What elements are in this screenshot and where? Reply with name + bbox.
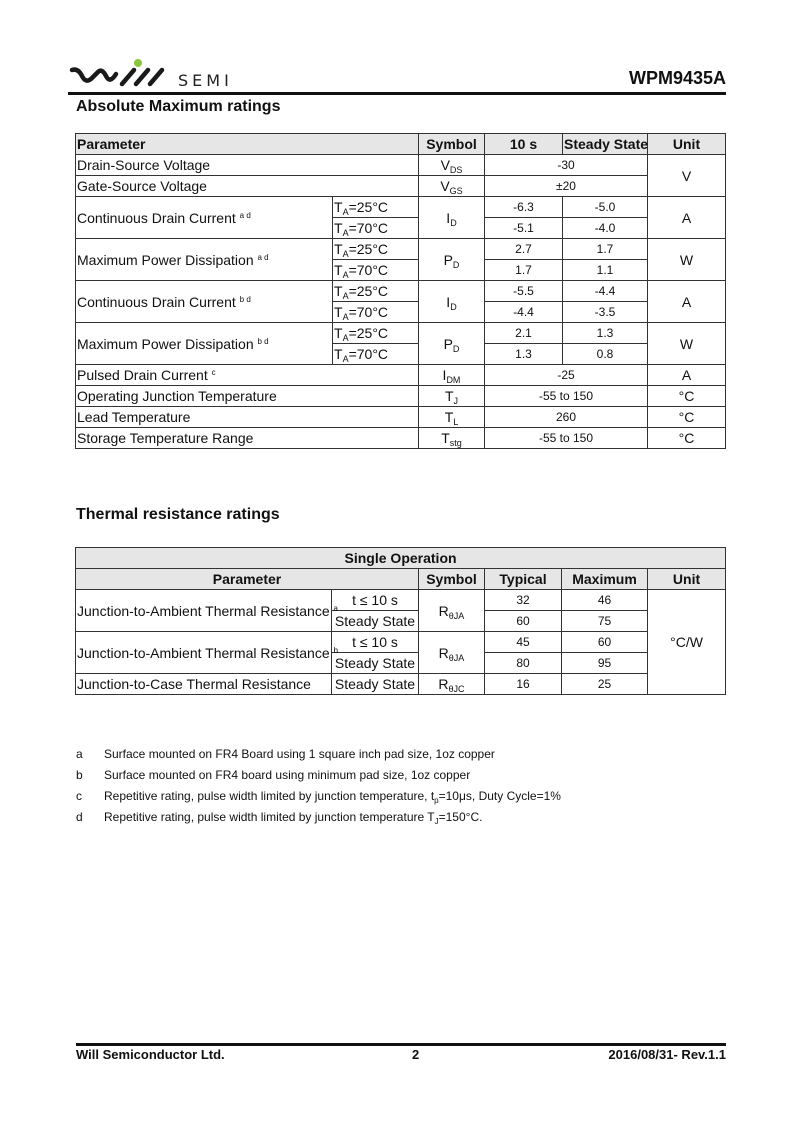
thermal-resistance-table: [75, 547, 726, 695]
param-cell: Pulsed Drain Current $^c$: [76, 365, 419, 386]
unit-cell: W: [648, 323, 726, 365]
symbol-cell: $I_D$: [419, 197, 485, 239]
condition-cell: $T_A=25^\circ C$: [333, 197, 419, 218]
value-cell: 1.1: [563, 260, 648, 281]
value-cell: -30: [485, 155, 648, 176]
param-cell: Continuous Drain Current $^{b d}$: [76, 281, 333, 323]
symbol-cell: $P_D$: [419, 323, 485, 365]
condition-cell: t ≤ 10 s: [332, 632, 419, 653]
unit-cell: °C/W: [648, 590, 726, 695]
page-footer: [76, 1047, 726, 1065]
value-cell: 2.7: [485, 239, 563, 260]
footnote-text: Repetitive rating, pulse width limited by junction temperature, $t_p=10\mu s$, Duty Cycle=1%: [104, 789, 561, 805]
symbol-cell: $T_J$: [419, 386, 485, 407]
value-cell: 1.3: [485, 344, 563, 365]
section-title-absolute-max: Absolute Maximum ratings: [76, 98, 281, 115]
value-cell: ±20: [485, 176, 648, 197]
table-header-row: [76, 569, 726, 590]
symbol-cell: $R_{\theta JC}$: [419, 674, 485, 695]
section-title-thermal: Thermal resistance ratings: [76, 506, 280, 523]
table-row: [76, 281, 726, 302]
condition-cell: Steady State: [332, 674, 419, 695]
value-cell: 45: [485, 632, 562, 653]
condition-cell: $T_A=25^\circ C$: [333, 239, 419, 260]
param-cell: Junction-to-Case Thermal Resistance: [76, 674, 332, 695]
symbol-cell: $T_L$: [419, 407, 485, 428]
page-header: [68, 58, 726, 94]
value-cell: -4.4: [563, 281, 648, 302]
param-cell: Maximum Power Dissipation $^{a d}$: [76, 239, 333, 281]
table-row: [76, 323, 726, 344]
value-cell: 32: [485, 590, 562, 611]
param-cell: Continuous Drain Current $^{a d}$: [76, 197, 333, 239]
value-cell: -5.0: [563, 197, 648, 218]
unit-cell: °C: [648, 386, 726, 407]
value-cell: 46: [562, 590, 648, 611]
value-cell: 60: [485, 611, 562, 632]
symbol-cell: $I_D$: [419, 281, 485, 323]
footnote-text: Repetitive rating, pulse width limited by junction temperature $T_J=150^\circ C$.: [104, 810, 483, 826]
param-cell: Junction-to-Ambient Thermal Resistance $^b$: [76, 632, 332, 674]
table-row: [76, 386, 726, 407]
table-header-row: [76, 134, 726, 155]
table-row: [76, 155, 726, 176]
col-header: Unit: [648, 569, 726, 590]
value-cell: 1.3: [563, 323, 648, 344]
unit-cell: V: [648, 155, 726, 197]
footnote-text: Surface mounted on FR4 board using minimum pad size, 1oz copper: [104, 768, 471, 782]
logo-text: SEMI: [178, 71, 233, 90]
value-cell: 80: [485, 653, 562, 674]
value-cell: 260: [485, 407, 648, 428]
footnote-text: Surface mounted on FR4 Board using 1 square inch pad size, 1oz copper: [104, 747, 495, 761]
condition-cell: Steady State: [332, 653, 419, 674]
value-cell: 95: [562, 653, 648, 674]
part-number: WPM9435A: [628, 68, 726, 88]
condition-cell: $T_A=25^\circ C$: [333, 323, 419, 344]
col-header: Symbol: [419, 569, 485, 590]
table-row: [76, 176, 726, 197]
col-header: Maximum: [562, 569, 648, 590]
unit-cell: A: [648, 281, 726, 323]
unit-cell: W: [648, 239, 726, 281]
table-row: [76, 674, 726, 695]
table-group-header-row: [76, 548, 726, 569]
value-cell: -55 to 150: [485, 428, 648, 449]
symbol-cell: $P_D$: [419, 239, 485, 281]
value-cell: -3.5: [563, 302, 648, 323]
table-row: [76, 239, 726, 260]
param-cell: Drain-Source Voltage: [76, 155, 419, 176]
value-cell: -6.3: [485, 197, 563, 218]
param-cell: Lead Temperature: [76, 407, 419, 428]
table-row: [76, 428, 726, 449]
table-row: [76, 632, 726, 653]
symbol-cell: $R_{\theta JA}$: [419, 590, 485, 632]
value-cell: 16: [485, 674, 562, 695]
col-header: Unit: [648, 134, 726, 155]
footnote-key: d: [76, 810, 83, 824]
table-row: [76, 197, 726, 218]
value-cell: -5.5: [485, 281, 563, 302]
value-cell: 25: [562, 674, 648, 695]
unit-cell: A: [648, 197, 726, 239]
absolute-max-table: [75, 133, 726, 449]
symbol-cell: $R_{\theta JA}$: [419, 632, 485, 674]
col-header: Steady State: [563, 134, 648, 155]
value-cell: 75: [562, 611, 648, 632]
value-cell: 60: [562, 632, 648, 653]
condition-cell: $T_A=70^\circ C$: [333, 344, 419, 365]
value-cell: 2.1: [485, 323, 563, 344]
unit-cell: A: [648, 365, 726, 386]
company-name: Will Semiconductor Ltd.: [76, 1047, 225, 1062]
value-cell: -4.0: [563, 218, 648, 239]
condition-cell: $T_A=25^\circ C$: [333, 281, 419, 302]
table-row: [76, 365, 726, 386]
symbol-cell: $T_{stg}$: [419, 428, 485, 449]
param-cell: Storage Temperature Range: [76, 428, 419, 449]
group-header: Single Operation: [76, 548, 726, 569]
value-cell: -55 to 150: [485, 386, 648, 407]
col-header: Symbol: [419, 134, 485, 155]
value-cell: -5.1: [485, 218, 563, 239]
param-cell: Maximum Power Dissipation $^{b d}$: [76, 323, 333, 365]
condition-cell: $T_A=70^\circ C$: [333, 218, 419, 239]
symbol-cell: $I_{DM}$: [419, 365, 485, 386]
table-row: [76, 590, 726, 611]
header-divider: [68, 92, 726, 95]
value-cell: -25: [485, 365, 648, 386]
page-number: 2: [412, 1047, 420, 1062]
param-cell: Junction-to-Ambient Thermal Resistance $^a$: [76, 590, 332, 632]
value-cell: 1.7: [563, 239, 648, 260]
revision-date: 2016/08/31- Rev.1.1: [608, 1047, 726, 1062]
col-header: Parameter: [76, 569, 419, 590]
footnote-key: c: [76, 789, 82, 803]
willsemi-logo-icon: [68, 58, 268, 90]
footnote-key: b: [76, 768, 83, 782]
footer-divider: [76, 1043, 726, 1046]
symbol-cell: $V_{GS}$: [419, 176, 485, 197]
param-cell: Gate-Source Voltage: [76, 176, 419, 197]
table-row: [76, 407, 726, 428]
condition-cell: Steady State: [332, 611, 419, 632]
unit-cell: °C: [648, 407, 726, 428]
unit-cell: °C: [648, 428, 726, 449]
param-cell: Operating Junction Temperature: [76, 386, 419, 407]
col-header: Parameter: [76, 134, 419, 155]
value-cell: 1.7: [485, 260, 563, 281]
col-header: Typical: [485, 569, 562, 590]
col-header: 10 s: [485, 134, 563, 155]
condition-cell: t ≤ 10 s: [332, 590, 419, 611]
footnote-key: a: [76, 747, 83, 761]
condition-cell: $T_A=70^\circ C$: [333, 260, 419, 281]
symbol-cell: $V_{DS}$: [419, 155, 485, 176]
value-cell: 0.8: [563, 344, 648, 365]
condition-cell: $T_A=70^\circ C$: [333, 302, 419, 323]
value-cell: -4.4: [485, 302, 563, 323]
